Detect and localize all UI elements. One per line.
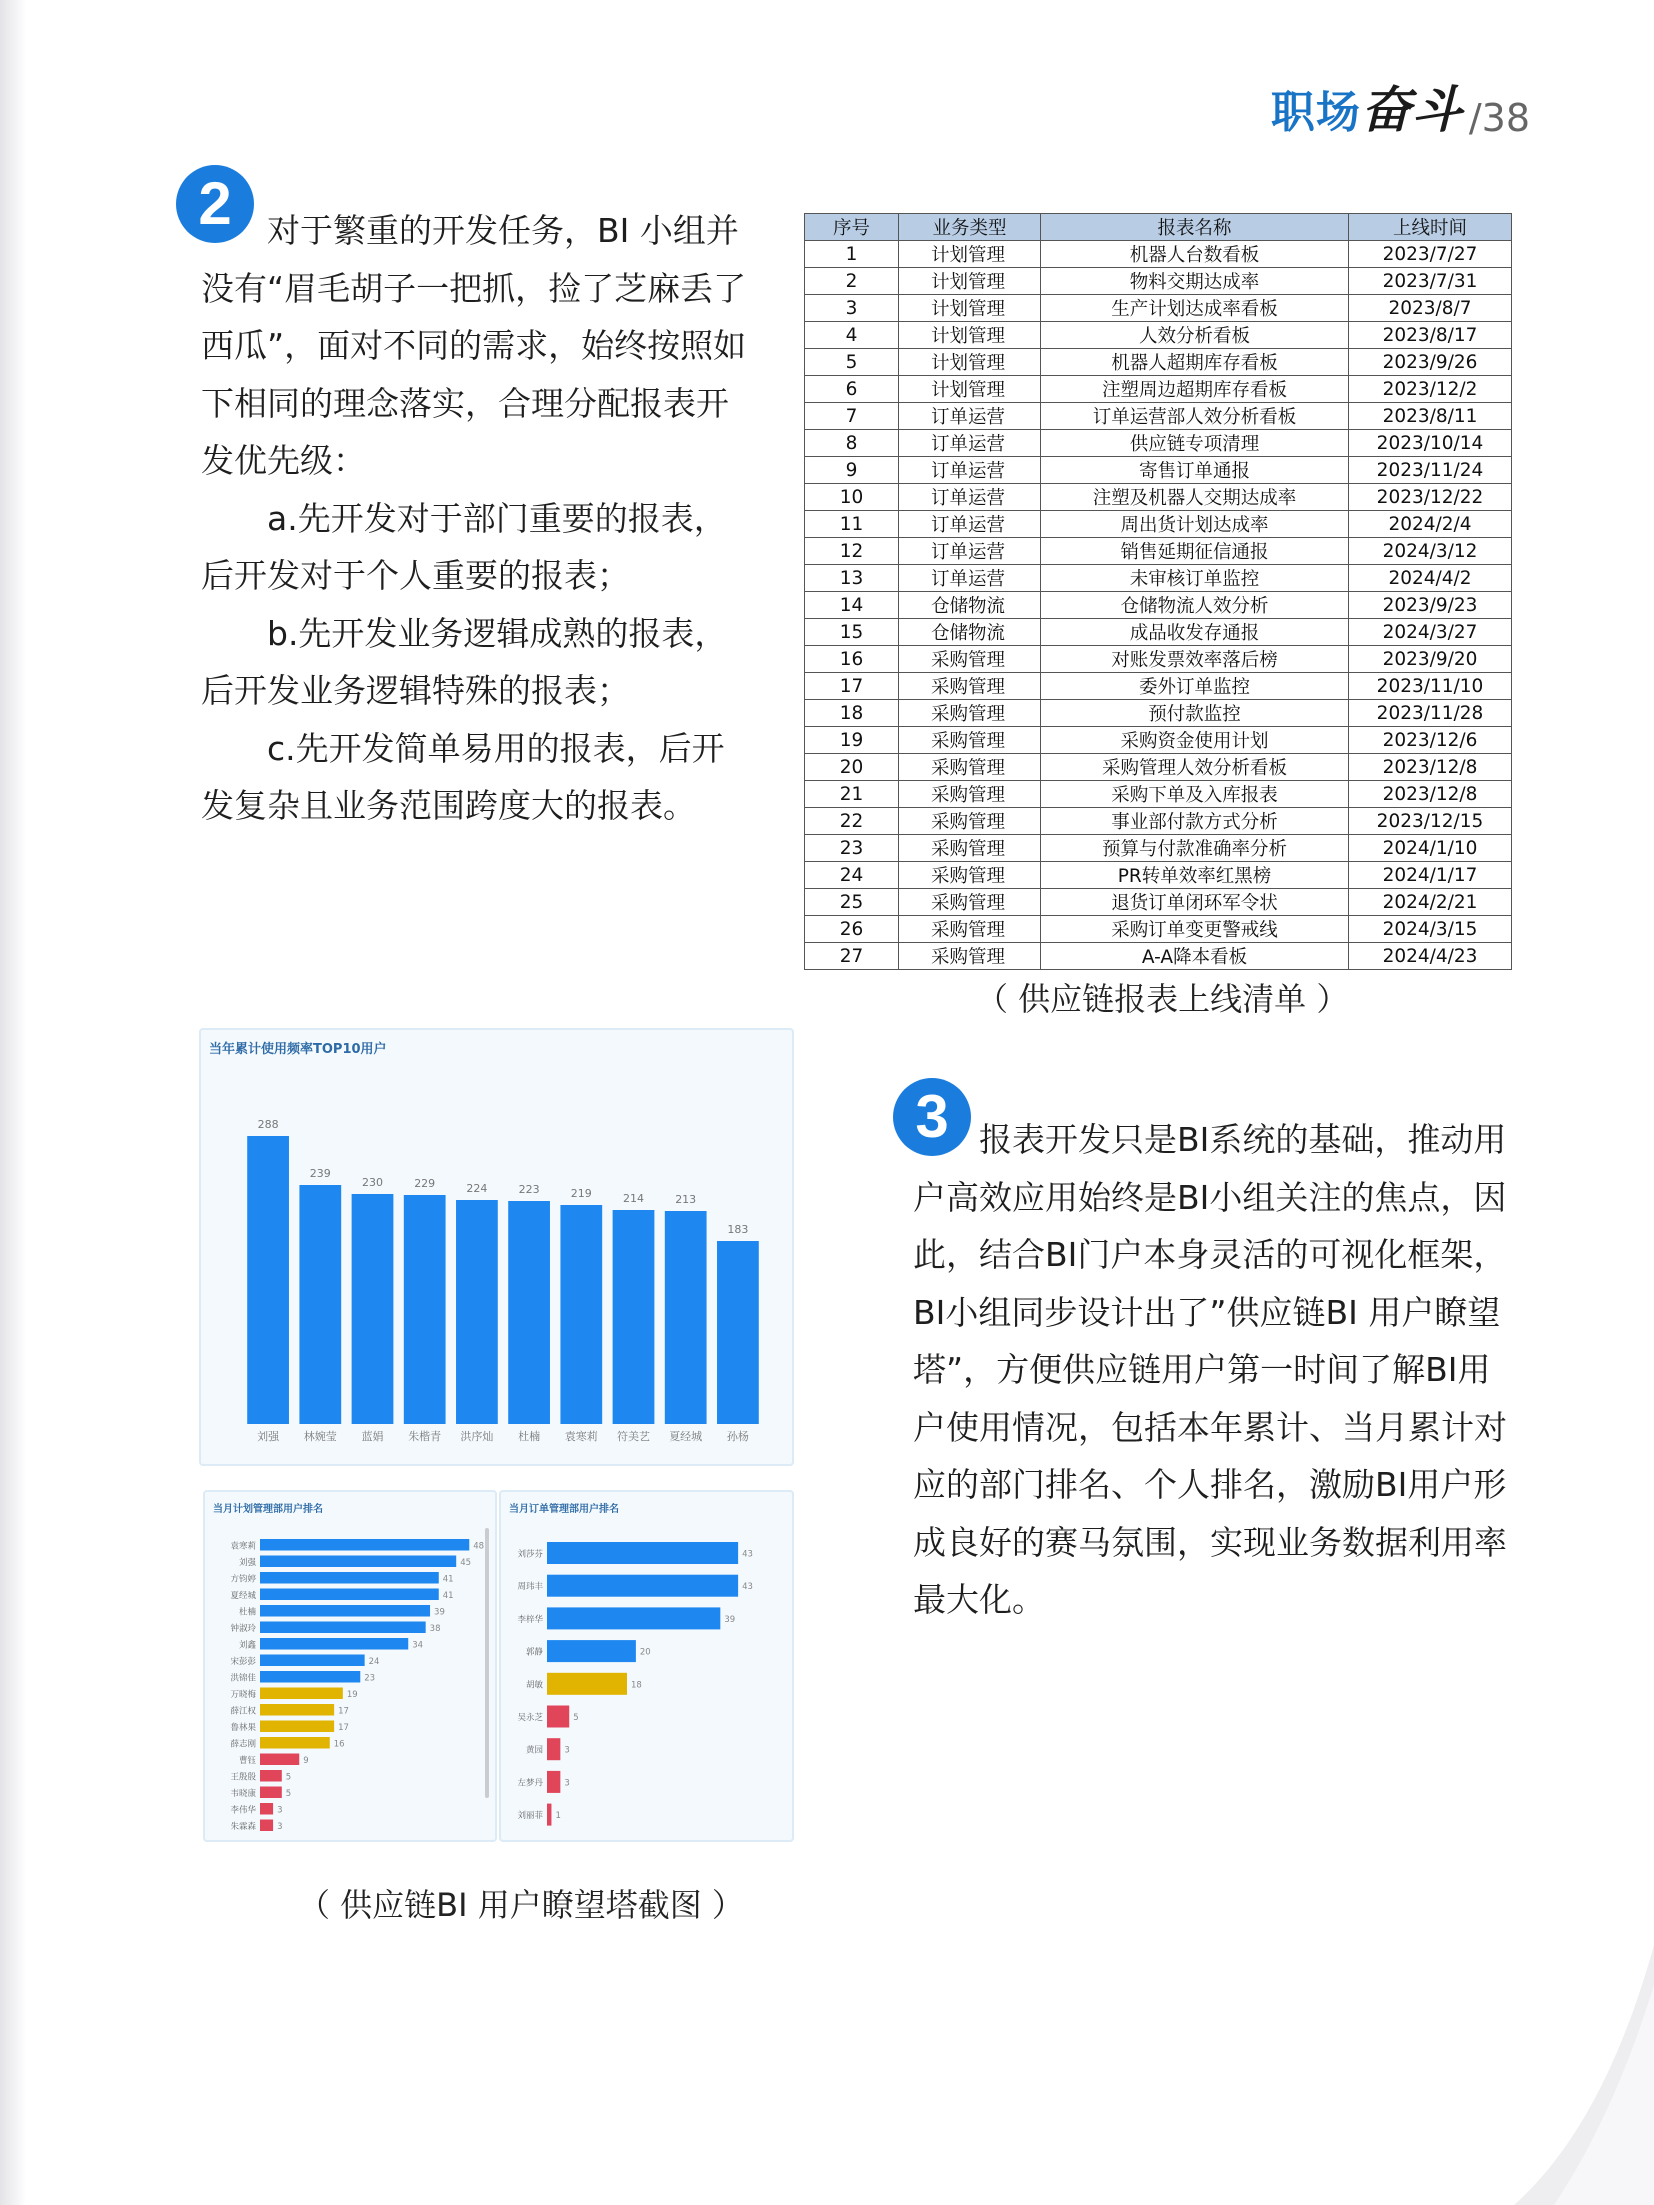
table-cell: 销售延期征信通报 (1041, 538, 1349, 565)
bar (260, 1737, 330, 1749)
table-cell: 2023/10/14 (1349, 430, 1512, 457)
table-cell: 采购下单及入库报表 (1041, 781, 1349, 808)
bar (352, 1194, 394, 1424)
y-tick-label: 夏经城 (230, 1590, 256, 1601)
data-label: 23 (364, 1673, 376, 1684)
bar (260, 1589, 439, 1601)
x-tick-label: 袁寒莉 (564, 1430, 598, 1443)
x-tick-label: 符美艺 (617, 1430, 650, 1443)
table-row (805, 619, 1512, 646)
table-row (805, 403, 1512, 430)
y-tick-label: 吴永芝 (517, 1713, 543, 1723)
bar (508, 1201, 550, 1424)
y-tick-label: 方钧婷 (230, 1574, 256, 1585)
bar (260, 1688, 343, 1700)
table-row (805, 430, 1512, 457)
table-cell: 20 (805, 754, 899, 781)
table-cell: A-A降本看板 (1041, 943, 1349, 970)
table-cell: 11 (805, 511, 899, 538)
data-label: 239 (309, 1167, 331, 1180)
table-cell: 2023/12/8 (1349, 781, 1512, 808)
data-label: 24 (368, 1656, 380, 1667)
table-cell: 2023/7/31 (1349, 268, 1512, 295)
table-cell: 1 (805, 241, 899, 268)
bar (260, 1572, 439, 1584)
bar (547, 1575, 738, 1597)
table-cell: 采购管理 (899, 943, 1041, 970)
bar (260, 1638, 408, 1650)
data-label: 214 (623, 1192, 644, 1205)
data-label: 43 (742, 1549, 753, 1560)
bar (260, 1770, 282, 1782)
table-cell: 16 (805, 646, 899, 673)
x-tick-label: 夏经城 (669, 1430, 703, 1443)
table-body (805, 241, 1512, 970)
table-cell: 采购管理 (899, 862, 1041, 889)
table-cell: 2023/12/8 (1349, 754, 1512, 781)
table-cell: PR转单效率红黑榜 (1041, 862, 1349, 889)
table-cell: 采购资金使用计划 (1041, 727, 1349, 754)
table-row (805, 268, 1512, 295)
table-cell: 订单运营 (899, 484, 1041, 511)
data-label: 213 (675, 1193, 697, 1206)
bar (260, 1622, 426, 1634)
bar (299, 1185, 341, 1424)
table-cell: 采购管理 (899, 781, 1041, 808)
table-row (805, 241, 1512, 268)
bar (260, 1787, 282, 1799)
table-header-cell: 上线时间 (1349, 214, 1512, 241)
order-dept-ranking-panel (499, 1490, 794, 1842)
section2-paragraph: b.先开发业务逻辑成熟的报表，后开发业务逻辑特殊的报表； (201, 613, 728, 710)
table-cell: 14 (805, 592, 899, 619)
table-cell: 采购管理人效分析看板 (1041, 754, 1349, 781)
table-cell: 机器人超期库存看板 (1041, 349, 1349, 376)
table-cell: 6 (805, 376, 899, 403)
table-cell: 仓储物流人效分析 (1041, 592, 1349, 619)
y-tick-label: 周玮丰 (517, 1582, 543, 1593)
table-cell: 2023/12/2 (1349, 376, 1512, 403)
report-list-table (804, 213, 1512, 970)
table-cell: 机器人台数看板 (1041, 241, 1349, 268)
section-number-2: 2 (176, 165, 254, 243)
table-row (805, 835, 1512, 862)
table-cell: 周出货计划达成率 (1041, 511, 1349, 538)
magazine-header (1271, 70, 1530, 142)
data-label: 20 (639, 1647, 651, 1658)
bar (547, 1640, 636, 1662)
bar (260, 1803, 273, 1815)
data-label: 43 (742, 1582, 753, 1593)
data-label: 5 (573, 1713, 579, 1723)
data-label: 3 (564, 1745, 570, 1756)
table-row (805, 322, 1512, 349)
table-row (805, 376, 1512, 403)
y-tick-label: 黄园 (525, 1745, 543, 1756)
table-header-cell: 报表名称 (1041, 214, 1349, 241)
table-row (805, 295, 1512, 322)
bar (260, 1820, 273, 1832)
table-cell: 计划管理 (899, 376, 1041, 403)
data-label: 219 (570, 1187, 592, 1200)
section2-paragraph: a.先开发对于部门重要的报表，后开发对于个人重要的报表； (201, 498, 727, 595)
brand-part1: 职场 (1270, 87, 1361, 138)
table-cell: 采购管理 (899, 916, 1041, 943)
data-label: 230 (362, 1176, 383, 1189)
table-row (805, 349, 1512, 376)
table-cell: 2023/9/26 (1349, 349, 1512, 376)
table-row (805, 538, 1512, 565)
table-cell: 2023/9/23 (1349, 592, 1512, 619)
bar (260, 1754, 299, 1766)
brand-part2: 奋斗 (1360, 80, 1463, 139)
table-row (805, 781, 1512, 808)
table-cell: 24 (805, 862, 899, 889)
table-cell: 19 (805, 727, 899, 754)
y-tick-label: 刘莎芬 (517, 1549, 543, 1560)
y-tick-label: 刘丽菲 (517, 1811, 543, 1822)
bar (404, 1195, 446, 1424)
plan-dept-ranking-panel (203, 1490, 497, 1842)
table-row (805, 565, 1512, 592)
table-cell: 订单运营 (899, 457, 1041, 484)
table-cell: 2024/3/12 (1349, 538, 1512, 565)
data-label: 18 (631, 1680, 642, 1691)
table-cell: 21 (805, 781, 899, 808)
table-cell: 采购管理 (899, 808, 1041, 835)
bar (247, 1136, 289, 1424)
table-cell: 2024/1/17 (1349, 862, 1512, 889)
table-cell: 人效分析看板 (1041, 322, 1349, 349)
top10-users-panel (199, 1028, 794, 1466)
section2-paragraph: 对于繁重的开发任务，BI 小组并没有“眉毛胡子一把抓，捡了芝麻丢了西瓜”，面对不同的需求，始终按照如下相同的理念落实，合理分配报表开发优先级： (201, 211, 747, 480)
y-tick-label: 朱霖森 (230, 1821, 256, 1832)
table-cell: 2 (805, 268, 899, 295)
bar (547, 1771, 560, 1793)
table-row (805, 457, 1512, 484)
data-label: 183 (727, 1223, 749, 1236)
table-cell: 订单运营 (899, 565, 1041, 592)
table-cell: 预付款监控 (1041, 700, 1349, 727)
y-tick-label: 郭静 (525, 1647, 543, 1658)
page-number: /38 (1468, 96, 1530, 140)
table-cell: 计划管理 (899, 349, 1041, 376)
table-cell: 注塑周边超期库存看板 (1041, 376, 1349, 403)
table-cell: 采购管理 (899, 835, 1041, 862)
table-row (805, 943, 1512, 970)
table-cell: 2024/3/27 (1349, 619, 1512, 646)
bar (260, 1721, 334, 1733)
table-cell: 27 (805, 943, 899, 970)
table-cell: 10 (805, 484, 899, 511)
table-cell: 23 (805, 835, 899, 862)
table-row (805, 484, 1512, 511)
bar (547, 1673, 627, 1695)
table-cell: 订单运营 (899, 538, 1041, 565)
table-cell: 2023/8/11 (1349, 403, 1512, 430)
y-tick-label: 王殷殷 (230, 1772, 256, 1783)
y-tick-label: 李伟华 (230, 1805, 256, 1816)
table-cell: 22 (805, 808, 899, 835)
data-label: 3 (564, 1778, 570, 1789)
x-tick-label: 孙杨 (726, 1430, 749, 1443)
y-tick-label: 左梦丹 (517, 1778, 543, 1789)
table-cell: 采购管理 (899, 889, 1041, 916)
table-row (805, 754, 1512, 781)
table-cell: 17 (805, 673, 899, 700)
table-cell: 对账发票效率落后榜 (1041, 646, 1349, 673)
bar (717, 1241, 759, 1424)
table-cell: 2024/2/21 (1349, 889, 1512, 916)
table-row (805, 808, 1512, 835)
data-label: 9 (303, 1755, 309, 1766)
y-tick-label: 李梓华 (517, 1614, 543, 1625)
table-cell: 2023/7/27 (1349, 241, 1512, 268)
brand-logo (1271, 70, 1463, 142)
data-label: 17 (338, 1722, 349, 1733)
table-row (805, 592, 1512, 619)
y-tick-label: 杜楠 (238, 1607, 256, 1618)
y-tick-label: 钟淑玲 (230, 1623, 256, 1634)
bar (547, 1542, 738, 1564)
table-row (805, 727, 1512, 754)
data-label: 39 (724, 1614, 736, 1625)
table-cell: 2023/12/22 (1349, 484, 1512, 511)
y-tick-label: 鲁林果 (230, 1722, 256, 1733)
table-cell: 订单运营 (899, 430, 1041, 457)
table-cell: 仓储物流 (899, 619, 1041, 646)
chart-title: 当月订单管理部用户排名 (509, 1504, 619, 1515)
order-dept-bar-chart (501, 1492, 792, 1840)
data-label: 41 (442, 1590, 454, 1601)
data-label: 17 (338, 1706, 349, 1717)
table-cell: 5 (805, 349, 899, 376)
data-label: 38 (429, 1623, 441, 1634)
table-cell: 采购管理 (899, 754, 1041, 781)
y-tick-label: 刘强 (238, 1557, 256, 1568)
table-cell: 7 (805, 403, 899, 430)
table-cell: 采购管理 (899, 646, 1041, 673)
table-cell: 采购管理 (899, 673, 1041, 700)
data-label: 41 (442, 1574, 454, 1585)
table-cell: 订单运营 (899, 403, 1041, 430)
table-cell: 2023/9/20 (1349, 646, 1512, 673)
table-row (805, 646, 1512, 673)
data-label: 19 (346, 1689, 358, 1700)
page-curl (1514, 1945, 1654, 2205)
y-tick-label: 胡敏 (525, 1680, 543, 1691)
table-cell: 采购订单变更警戒线 (1041, 916, 1349, 943)
data-label: 1 (555, 1811, 561, 1822)
table-cell: 预算与付款准确率分析 (1041, 835, 1349, 862)
y-tick-label: 万晓梅 (230, 1689, 256, 1700)
bar (456, 1200, 498, 1424)
table-cell: 2023/12/6 (1349, 727, 1512, 754)
y-tick-label: 宋彭彭 (230, 1656, 256, 1667)
table-cell: 事业部付款方式分析 (1041, 808, 1349, 835)
bar (260, 1539, 469, 1551)
y-tick-label: 曹钰 (238, 1755, 256, 1766)
data-label: 3 (277, 1821, 283, 1832)
table-cell: 计划管理 (899, 268, 1041, 295)
chart-title: 当年累计使用频率TOP10用户 (209, 1042, 387, 1057)
table-cell: 计划管理 (899, 322, 1041, 349)
bar (260, 1704, 334, 1716)
x-tick-label: 朱楷青 (408, 1430, 442, 1443)
data-label: 34 (412, 1640, 424, 1651)
data-label: 48 (473, 1541, 485, 1552)
table-cell: 物料交期达成率 (1041, 268, 1349, 295)
table-cell: 未审核订单监控 (1041, 565, 1349, 592)
table-cell: 12 (805, 538, 899, 565)
data-label: 45 (460, 1557, 472, 1568)
table-cell: 2024/1/10 (1349, 835, 1512, 862)
bar (560, 1205, 602, 1424)
table-header-cell: 业务类型 (899, 214, 1041, 241)
y-tick-label: 刘鑫 (238, 1640, 256, 1651)
table-cell: 订单运营部人效分析看板 (1041, 403, 1349, 430)
table-cell: 注塑及机器人交期达成率 (1041, 484, 1349, 511)
x-tick-label: 林婉莹 (303, 1430, 337, 1443)
table-cell: 订单运营 (899, 511, 1041, 538)
table-cell: 生产计划达成率看板 (1041, 295, 1349, 322)
table-row (805, 700, 1512, 727)
x-tick-label: 洪序灿 (460, 1430, 494, 1443)
table-cell: 8 (805, 430, 899, 457)
chart-title: 当月计划管理部用户排名 (213, 1504, 323, 1515)
data-label: 224 (466, 1182, 488, 1195)
x-tick-label: 蓝娟 (361, 1430, 384, 1443)
bar (547, 1738, 560, 1760)
table-cell: 采购管理 (899, 727, 1041, 754)
data-label: 16 (333, 1739, 345, 1750)
table-cell: 计划管理 (899, 295, 1041, 322)
table-cell: 寄售订单通报 (1041, 457, 1349, 484)
table-cell: 仓储物流 (899, 592, 1041, 619)
table-cell: 4 (805, 322, 899, 349)
table-row (805, 511, 1512, 538)
data-label: 39 (434, 1607, 445, 1618)
data-label: 229 (414, 1177, 436, 1190)
data-label: 288 (257, 1118, 279, 1131)
bar (613, 1210, 655, 1424)
data-label: 5 (285, 1772, 292, 1783)
scrollbar (485, 1528, 489, 1798)
table-cell: 2023/11/24 (1349, 457, 1512, 484)
table-cell: 2023/11/10 (1349, 673, 1512, 700)
table-cell: 计划管理 (899, 241, 1041, 268)
dashboard-caption: （ 供应链BI 用户瞭望塔截图 ） (298, 1886, 744, 1924)
section3-text: 报表开发只是BI系统的基础，推动用户高效应用始终是BI小组关注的焦点，因此，结合BI门户本身灵活的可视化框架，BI小组同步设计出了”供应链BI 用户瞭望塔”，方便供应链用户第一时间了解BI用户使用情况，包括本年累计、当月累计对应的部门排名、个人排名，激励BI用户形成良好的赛马氛围，实现业务数据利用率最大化。 (913, 1120, 1507, 1619)
bar (260, 1605, 430, 1617)
bar (547, 1804, 551, 1826)
y-tick-label: 洪锦佳 (230, 1673, 256, 1684)
table-cell: 成品收发存通报 (1041, 619, 1349, 646)
table-row (805, 889, 1512, 916)
data-label: 3 (277, 1805, 283, 1816)
y-tick-label: 袁寒莉 (230, 1541, 256, 1552)
table-cell: 采购管理 (899, 700, 1041, 727)
table-caption: （ 供应链报表上线清单 ） (976, 980, 1349, 1018)
bar (547, 1706, 569, 1728)
table-cell: 2024/2/4 (1349, 511, 1512, 538)
table-cell: 2024/3/15 (1349, 916, 1512, 943)
table-row (805, 916, 1512, 943)
table-cell: 委外订单监控 (1041, 673, 1349, 700)
section-number-3: 3 (893, 1078, 971, 1156)
table-cell: 2024/4/2 (1349, 565, 1512, 592)
table-cell: 供应链专项清理 (1041, 430, 1349, 457)
x-tick-label: 杜楠 (518, 1430, 541, 1443)
table-cell: 退货订单闭环军令状 (1041, 889, 1349, 916)
data-label: 5 (285, 1788, 292, 1799)
table-row (805, 862, 1512, 889)
table-cell: 3 (805, 295, 899, 322)
bar (260, 1671, 360, 1683)
bar (260, 1556, 456, 1568)
table-row (805, 673, 1512, 700)
table-cell: 26 (805, 916, 899, 943)
section2-paragraph: c.先开发简单易用的报表，后开发复杂且业务范围跨度大的报表。 (201, 728, 725, 825)
x-tick-label: 刘强 (257, 1430, 280, 1443)
table-header-row (805, 214, 1512, 241)
table-cell: 15 (805, 619, 899, 646)
table-cell: 18 (805, 700, 899, 727)
table-cell: 2023/8/7 (1349, 295, 1512, 322)
section2-text (201, 202, 749, 835)
data-label: 223 (518, 1183, 540, 1196)
page-binding-shadow (0, 0, 26, 2205)
bar (547, 1607, 720, 1629)
table-cell: 2024/4/23 (1349, 943, 1512, 970)
y-tick-label: 韦晓康 (230, 1788, 256, 1799)
table-cell: 2023/8/17 (1349, 322, 1512, 349)
table-cell: 2023/11/28 (1349, 700, 1512, 727)
bar (665, 1211, 707, 1424)
bar (260, 1655, 365, 1667)
y-tick-label: 薛志刚 (230, 1739, 256, 1750)
table-cell: 2023/12/15 (1349, 808, 1512, 835)
plan-dept-bar-chart (205, 1492, 495, 1840)
table-header-cell: 序号 (805, 214, 899, 241)
table-cell: 25 (805, 889, 899, 916)
table-cell: 13 (805, 565, 899, 592)
top10-bar-chart (201, 1030, 792, 1464)
y-tick-label: 薛江权 (230, 1706, 256, 1717)
table-cell: 9 (805, 457, 899, 484)
